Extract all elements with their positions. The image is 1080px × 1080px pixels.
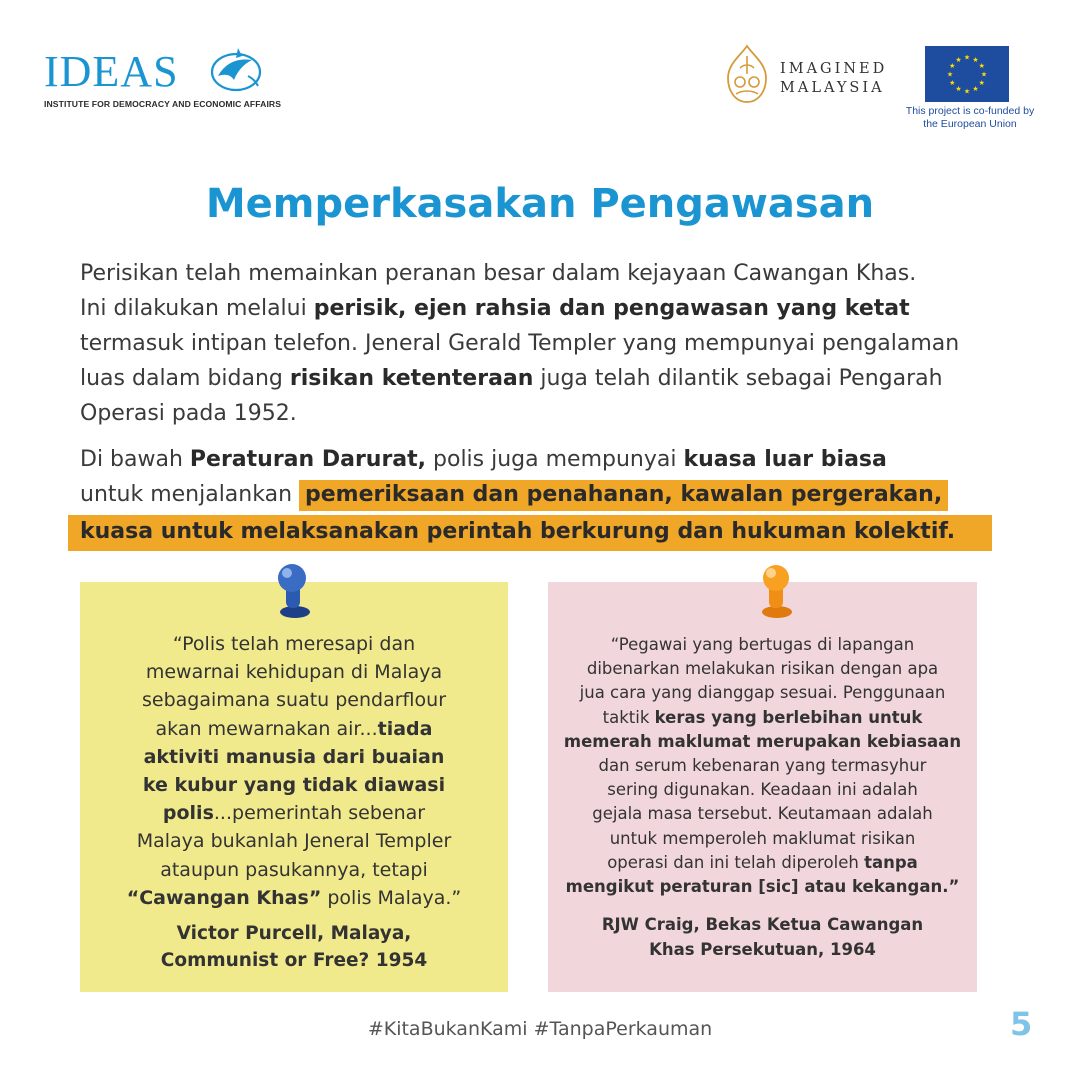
emphasis-text: perisik, ejen rahsia dan pengawasan yang ketat: [313, 296, 910, 321]
quote-line: ke kubur yang tidak diawasi: [142, 774, 446, 797]
quote-line: “Polis telah meresapi dan: [172, 633, 416, 655]
text-span: operasi dan ini telah diperoleh: [607, 852, 865, 872]
eu-star-icon: ★: [972, 55, 979, 64]
page-number: 5: [1010, 1005, 1033, 1043]
quote-line: jua cara yang dianggap sesuai. Penggunaan: [579, 683, 946, 703]
text-span: Ini dilakukan melalui: [80, 296, 314, 321]
text-span: luas dalam bidang: [80, 366, 290, 391]
emphasis-text: keras yang berlebihan untuk: [654, 707, 923, 727]
quote-line: sering digunakan. Keadaan ini adalah: [607, 780, 918, 800]
text-span: polis Malaya.”: [321, 886, 462, 909]
eu-star-icon: ★: [963, 53, 971, 62]
imagined-malaysia-line1: IMAGINED: [780, 61, 888, 77]
eu-caption-line2: the European Union: [923, 118, 1017, 130]
quote-line: [548, 706, 977, 730]
text-span: taktik: [602, 707, 655, 727]
text-span: untuk menjalankan: [80, 482, 300, 507]
quote-line: aktiviti manusia dari buaian: [143, 745, 445, 768]
emphasis-text: polis: [162, 802, 214, 825]
quote-line: gejala masa tersebut. Keutamaan adalah: [592, 804, 933, 824]
eu-star-icon: ★: [955, 55, 962, 64]
attribution-line: Communist or Free? 1954: [160, 950, 428, 972]
page-title: Memperkasakan Pengawasan: [205, 181, 875, 227]
quote-line: ataupun pasukannya, tetapi: [160, 858, 428, 881]
quote-line: memerah maklumat merupakan kebiasaan: [563, 731, 962, 751]
imagined-malaysia-wordmark: [780, 60, 887, 98]
eu-star-icon: ★: [978, 62, 985, 70]
attribution-line: RJW Craig, Bekas Ketua Cawangan: [601, 915, 924, 935]
text-span: juga telah dilantik sebagai Pengarah: [533, 366, 943, 391]
quote-line: “Pegawai yang bertugas di lapangan: [610, 635, 915, 654]
emphasis-text: kuasa luar biasa: [683, 447, 887, 472]
quote-line: [80, 884, 508, 912]
eu-funding-caption: [892, 105, 1048, 131]
text-span: akan mewarnakan air...: [155, 717, 378, 740]
highlight-band: [68, 515, 992, 551]
text-span: Di bawah: [80, 447, 190, 472]
eu-star-icon: ★: [978, 79, 985, 87]
eu-star-icon: ★: [955, 85, 962, 94]
eu-caption-line1: This project is co-funded by: [905, 105, 1035, 117]
quote-line: mewarnai kehidupan di Malaya: [145, 661, 443, 684]
emphasis-text: risikan ketenteraan: [289, 366, 534, 391]
highlighted-text: kuasa untuk melaksanakan perintah berkurung dan hukuman kolektif.: [80, 519, 956, 544]
quote-line: [548, 851, 977, 875]
quote-line: untuk memperoleh maklumat risikan: [609, 828, 916, 848]
emphasis-text: tiada: [377, 717, 433, 740]
eu-star-icon: ★: [963, 87, 971, 96]
emergency-paragraph: [80, 442, 1020, 512]
paragraph-line: [80, 477, 1020, 512]
eu-star-icon: ★: [972, 85, 979, 94]
quote-line: Malaya bukanlah Jeneral Templer: [136, 830, 452, 853]
text-span: ...pemerintah sebenar: [213, 802, 426, 825]
hashtags: #KitaBukanKami #TanpaPerkauman: [367, 1018, 713, 1040]
quote-line: dibenarkan melakukan risikan dengan apa: [586, 659, 939, 679]
quote-attribution: [80, 920, 508, 974]
quote-line: mengikut peraturan [sic] atau kekangan.”: [565, 877, 960, 897]
paragraph-line: Operasi pada 1952.: [80, 401, 297, 426]
quote-line: sebagaimana suatu pendarflour: [141, 689, 447, 712]
quote-line: [80, 715, 508, 743]
eu-star-icon: ★: [949, 79, 956, 87]
eu-star-icon: ★: [949, 62, 956, 70]
ideas-bird-icon: [208, 40, 264, 96]
highlighted-text: pemeriksaan dan penahanan, kawalan pergerakan,: [299, 480, 948, 511]
blue-pushpin-icon: [265, 560, 319, 624]
paragraph-line: Perisikan telah memainkan peranan besar dalam kejayaan Cawangan Khas.: [80, 261, 917, 286]
quote-attribution: [548, 912, 977, 962]
paragraph-line: [80, 361, 1020, 396]
ideas-logo-wordmark: IDEAS: [44, 47, 179, 96]
quote-line: dan serum kebenaran yang termasyhur: [598, 756, 927, 776]
attribution-line: Khas Persekutuan, 1964: [649, 940, 876, 960]
ideas-logo-subtitle: INSTITUTE FOR DEMOCRACY AND ECONOMIC AFFAIRS: [44, 99, 282, 109]
paragraph-line: [80, 291, 1020, 326]
purcell-quote: [80, 630, 508, 974]
intro-paragraph: [80, 256, 1020, 431]
imagined-malaysia-line2: MALAYSIA: [780, 80, 885, 96]
orange-pushpin-icon: [749, 562, 803, 626]
paragraph-line: [80, 442, 1020, 477]
emphasis-text: “Cawangan Khas”: [126, 886, 322, 909]
attribution-line: Victor Purcell, Malaya,: [176, 923, 412, 945]
text-span: polis juga mempunyai: [426, 447, 684, 472]
paragraph-line: termasuk intipan telefon. Jeneral Gerald Templer yang mempunyai pengalaman: [80, 331, 960, 356]
emphasis-text: Peraturan Darurat,: [189, 447, 427, 472]
eu-flag-icon: [925, 46, 1009, 102]
quote-line: [80, 799, 508, 827]
craig-quote: [548, 633, 977, 962]
eu-star-icon: ★: [946, 70, 954, 79]
emphasis-text: tanpa: [864, 852, 918, 872]
eu-star-icon: ★: [980, 70, 988, 79]
imagined-malaysia-logo-icon: [722, 44, 772, 104]
